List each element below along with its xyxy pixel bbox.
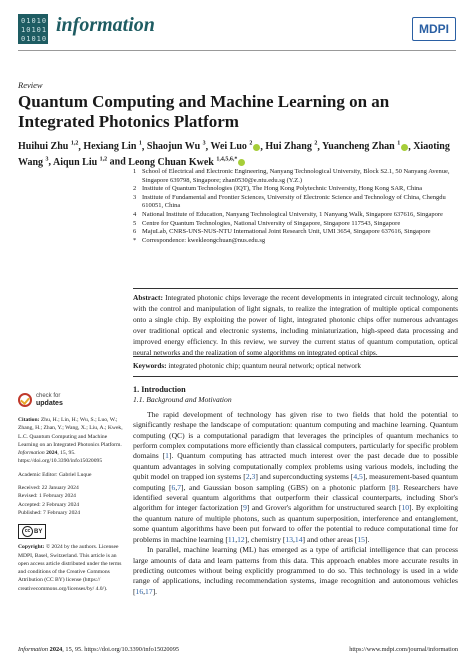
orcid-icon[interactable]	[253, 144, 260, 151]
affiliation-text: Institute of Quantum Technologies (IQT), The Hong Kong Polytechnic University, Hong Kong SAR, China	[142, 185, 423, 193]
footer-journal-link[interactable]: https://www.mdpi.com/journal/information	[349, 646, 458, 653]
cc-icon: cc	[22, 526, 33, 537]
reference-link[interactable]: 12	[237, 534, 245, 544]
section-heading: 1. Introduction	[133, 385, 186, 394]
author-affiliation-marker: 1,2	[70, 141, 79, 147]
affiliation-text: School of Electrical and Electronic Engineering, Nanyang Technological University, Block S2.1, 50 Nanyang Avenue, Singapore 639798, Singapore; zhan0530@e.ntu.edu.sg (Y.Z.)	[142, 168, 450, 184]
logo-bit: 0	[21, 17, 26, 25]
reference-link[interactable]: 1	[165, 451, 169, 461]
reference-link[interactable]: 13	[285, 534, 294, 544]
author[interactable]: Xiaoting Wang $^3$	[18, 141, 450, 168]
logo-bit: 0	[21, 35, 26, 43]
author[interactable]: Hui Zhang $^2$	[265, 141, 318, 153]
reference-link[interactable]: 11	[227, 534, 236, 544]
logo-bit: 1	[21, 26, 26, 34]
reference-link[interactable]: 5	[359, 472, 363, 482]
affiliation	[133, 237, 458, 246]
affiliation	[133, 194, 458, 211]
reference-link[interactable]: 9	[243, 503, 247, 513]
academic-editor: Academic Editor: Gabriel Luque	[18, 471, 92, 478]
affiliation-number: 5	[133, 219, 137, 227]
orcid-icon[interactable]	[401, 144, 408, 151]
abstract-divider-bottom	[133, 376, 458, 377]
reference-link[interactable]: 15	[357, 534, 365, 544]
affiliation-text: MajuLab, CNRS-UNS-NUS-NTU International Joint Research Unit, UMI 3654, Singapore 637616, Singapore	[142, 228, 431, 236]
author-affiliation-marker: 1	[138, 141, 142, 147]
author-affiliation-marker: 2	[314, 141, 318, 147]
author[interactable]: Wei Luo $^2$	[211, 141, 261, 152]
logo-bit: 0	[36, 26, 41, 34]
header-divider	[18, 50, 456, 51]
keywords	[133, 362, 458, 370]
article-type: Review	[18, 80, 43, 90]
affiliation-text: National Institute of Education, Nanyang Technological University, 1 Nanyang Walk, Singapore 637616, Singapore	[142, 210, 443, 218]
author[interactable]: Huihui Zhu $^{1,2}$	[18, 141, 79, 153]
logo-bit: 1	[36, 35, 41, 43]
reference-link[interactable]: 10	[401, 503, 410, 513]
logo-bit: 0	[31, 35, 36, 43]
date-revised: Revised: 1 February 2024	[18, 493, 76, 500]
reference-link[interactable]: 16	[135, 586, 144, 596]
logo-bit: 0	[41, 35, 47, 43]
author-affiliation-marker: 2	[249, 141, 253, 147]
affiliation-number: 2	[133, 185, 137, 193]
abstract-divider-top	[133, 288, 458, 289]
affiliation-text: Correspondence: kwekleongchuan@nus.edu.sg	[142, 236, 266, 244]
author-list: Huihui Zhu $^{1,2}$, Hexiang Lin $^1$, Shaojun Wu $^3$, Wei Luo $^2$ , Hui Zhang $^2$, Yuancheng Zhan $^1$ , Xiaoting Wang $^3$, Aiqun Liu $^{1,2}$ and Leong Chuan Kwek $^{1,4,5,6,*}$	[18, 141, 450, 168]
orcid-icon[interactable]	[238, 159, 245, 166]
affiliation	[133, 185, 458, 194]
author-affiliation-marker: 1,2	[99, 156, 108, 163]
date-accepted: Accepted: 2 February 2024	[18, 501, 80, 508]
reference-link[interactable]: 14	[294, 534, 303, 544]
affiliation-number: 3	[133, 193, 137, 201]
affiliation-text: Centre for Quantum Technologies, National University of Singapore, Singapore 117543, Singapore	[142, 219, 401, 227]
affiliation	[133, 211, 458, 220]
logo-bit: 1	[31, 26, 36, 34]
author-affiliation-marker: 3	[202, 141, 206, 147]
logo-bit: 0	[26, 26, 31, 34]
author[interactable]: Leong Chuan Kwek $^{1,4,5,6,*}$	[128, 157, 245, 168]
paragraph-2: In parallel, machine learning (ML) has emerged as a type of artificial intelligence that can process large amounts of data and learn patterns from this data. This approach enables more accurate results in predicting outcomes without being explicitly programmed to do so. This technology is used in a wide range of applications, including recommendation systems, image recognition and autonomous vehicles [16,17].	[133, 545, 458, 596]
author[interactable]: Yuancheng Zhan $^1$	[322, 141, 408, 152]
affiliation	[133, 220, 458, 229]
author-affiliation-marker: 1,4,5,6,*	[216, 156, 238, 163]
subsection-heading: 1.1. Background and Motivation	[133, 395, 232, 405]
updates-bottom-text: updates	[36, 400, 63, 407]
author[interactable]: Aiqun Liu $^{1,2}$	[52, 156, 108, 168]
logo-bit: 1	[26, 17, 31, 25]
affiliation-list	[133, 168, 458, 245]
copyright: Copyright: © 2024 by the authors. Licensee MDPI, Basel, Switzerland. This article is an open access article distributed under the terms and conditions of the Creative Commons Attribution (CC BY) license (https:// creativecommons.org/licenses/by/ 4.0/).	[18, 544, 122, 592]
reference-link[interactable]: 8	[391, 482, 396, 492]
article-body	[133, 385, 458, 597]
reference-link[interactable]: 17	[145, 586, 153, 596]
paragraph-1: The rapid development of technology has given rise to two fields that hold the potential to significantly reshape the landscape of computation: quantum computing and machine learning. Quantum computing (QC) is a computational paradigm that leverages the principles of quantum mechanics to perform complex computations more efficiently than classical computers, particularly for specific problem domains [1]. Quantum computing has attracted much interest over the past decade due to possible quantum advantages in solving computationally complex problems using various models, including the qubit model on trapped ion systems [2,3] and superconducting systems [4,5], measurement-based quantum computing [6,7], and Gaussian boson sampling (GBS) on a photonic platform [8]. Researchers have identified several quantum algorithms that outperform their classical counterparts, including Shor's algorithm for integer factorization [9] and Grover's algorithm for unstructured search [10]. By exploiting the quantum nature of multiple photons, such as quantum superposition, interference and entanglement, some quantum algorithms have been put forward to offer the potential to reduce computational time for problems in machine learning [11,12], chemistry [13,14] and other areas [15].	[133, 409, 458, 544]
logo-bit: 1	[26, 35, 31, 43]
affiliation-text: Institute of Fundamental and Frontier Sciences, University of Electronic Science and Technology of China, Chengdu 610051, China	[142, 193, 446, 210]
abstract-label: Abstract:	[133, 293, 163, 302]
affiliation-number: 1	[133, 168, 137, 175]
author[interactable]: Shaojun Wu $^3$	[146, 141, 206, 153]
updates-top-text: check for	[36, 393, 61, 399]
abstract	[133, 292, 458, 358]
footer-citation: Information 2024, 15, 95. https://doi.org/10.3390/info15020095	[18, 646, 179, 653]
journal-name: information	[56, 14, 155, 36]
page-footer	[18, 646, 458, 653]
author-affiliation-marker: 3	[45, 156, 49, 163]
reference-link[interactable]: 7	[177, 482, 182, 492]
article-title: Quantum Computing and Machine Learning on an Integrated Photonics Platform	[18, 92, 390, 131]
logo-bit: 0	[31, 17, 36, 25]
logo-bit: 1	[36, 17, 41, 25]
reference-link[interactable]: 3	[251, 472, 256, 482]
author-affiliation-marker: 1	[397, 141, 401, 147]
journal-logo-icon	[18, 14, 48, 44]
author[interactable]: Hexiang Lin $^1$	[83, 141, 142, 153]
reference-link[interactable]: 2	[245, 472, 250, 482]
date-published: Published: 7 February 2024	[18, 509, 80, 516]
affiliation	[133, 168, 458, 185]
reference-link[interactable]: 4	[353, 472, 358, 482]
date-received: Received: 22 January 2024	[18, 485, 79, 492]
abstract-text: Integrated photonic chips leverage the recent developments in integrated circuit technology, along with the control and manipulation of light signals, to realize the integration of multiple optical components onto a single chip. By exploiting the power of light, integrated photonic chips offer numerous advantages over traditional optical and electronic systems, including miniaturization, high-speed data processing and improved energy efficiency. In this review, we survey the current status of quantum computation, optical neural networks and the realization of some algorithms on integrated optical chips.	[133, 293, 458, 357]
reference-link[interactable]: 6	[171, 482, 176, 492]
logo-bit: 1	[41, 26, 47, 34]
affiliation-number: 4	[133, 210, 137, 218]
logo-bit: 0	[41, 17, 47, 25]
cc-by-license-badge[interactable]: cc BY	[18, 524, 46, 539]
publisher-logo[interactable]: MDPI	[412, 17, 456, 41]
keywords-label: Keywords:	[133, 362, 167, 370]
check-updates-icon	[18, 393, 32, 407]
affiliation	[133, 228, 458, 237]
abstract-divider-mid	[133, 356, 458, 357]
citation: Citation: Zhu, H.; Lin, H.; Wu, S.; Luo, W.; Zhang, H.; Zhan, Y.; Wang, X.; Liu, A.; Kwek, L.C. Quantum Computing and Machine Learning on an Integrated Photonics Platform. Information 2024, 15, 95. https://doi.org/10.3390/info15020095	[18, 417, 123, 465]
affiliation-number: 6	[133, 228, 137, 236]
article-sidebar	[18, 416, 126, 598]
affiliation-number: *	[133, 236, 137, 244]
keywords-text: integrated photonic chip; quantum neural network; optical network	[168, 362, 361, 370]
check-for-updates-button[interactable]	[18, 393, 63, 407]
